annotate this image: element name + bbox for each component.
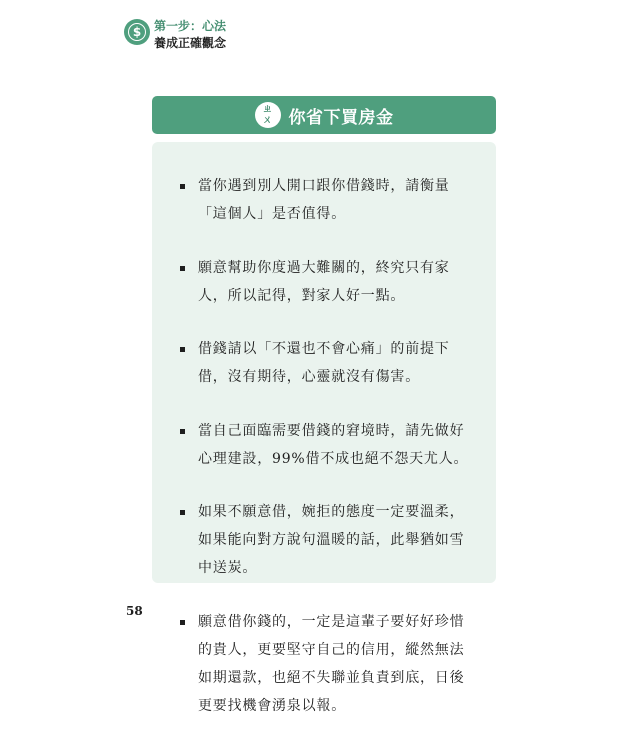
- chapter-header: [124, 17, 324, 53]
- list-item-text: 當自己面臨需要借錢的窘境時，請先做好心理建設，99%借不成也絕不怨天尤人。: [198, 422, 469, 467]
- list-item: [178, 172, 478, 228]
- list-item-text: 借錢請以「不還也不會心痛」的前提下借，沒有期待，心靈就沒有傷害。: [198, 341, 450, 385]
- bullet-icon: [180, 184, 185, 189]
- tips-box: [152, 142, 496, 714]
- section-title: 你省下買房金: [288, 107, 394, 128]
- zhuyin-badge-text: ㄓ ㄨ: [262, 104, 273, 126]
- list-item: [178, 498, 478, 582]
- zhuyin-badge-icon: [255, 102, 281, 128]
- section-title-bar: [152, 96, 496, 134]
- bullet-icon: [180, 510, 185, 515]
- bullet-icon: [180, 620, 185, 625]
- bullet-icon: [180, 347, 185, 352]
- list-item-text: 當你遇到別人開口跟你借錢時，請衡量「這個人」是否值得。: [198, 178, 450, 222]
- dollar-coin-icon: [124, 19, 150, 45]
- list-item: [178, 335, 478, 391]
- list-item: [178, 608, 478, 720]
- list-item-text: 如果不願意借，婉拒的態度一定要溫柔，如果能向對方說句溫暖的話，此舉猶如雪中送炭。: [198, 504, 465, 576]
- list-item: [178, 254, 478, 310]
- page-number: 58: [126, 604, 143, 618]
- list-item: [178, 417, 478, 473]
- chapter-subtitle: 養成正確觀念: [154, 36, 227, 50]
- tips-list: [178, 172, 478, 745]
- list-item-text: 願意借你錢的，一定是這輩子要好好珍惜的貴人，更要堅守自己的信用，縱然無法如期還款，也絕不失聯並負責到底，日後更要找機會湧泉以報。: [198, 613, 465, 714]
- bullet-icon: [180, 266, 185, 271]
- bullet-icon: [180, 429, 185, 434]
- list-item-text: 願意幫助你度過大難關的，終究只有家人，所以記得，對家人好一點。: [198, 259, 450, 304]
- coin-symbol: $: [128, 23, 146, 41]
- chapter-label: 第一步：心法: [154, 19, 227, 33]
